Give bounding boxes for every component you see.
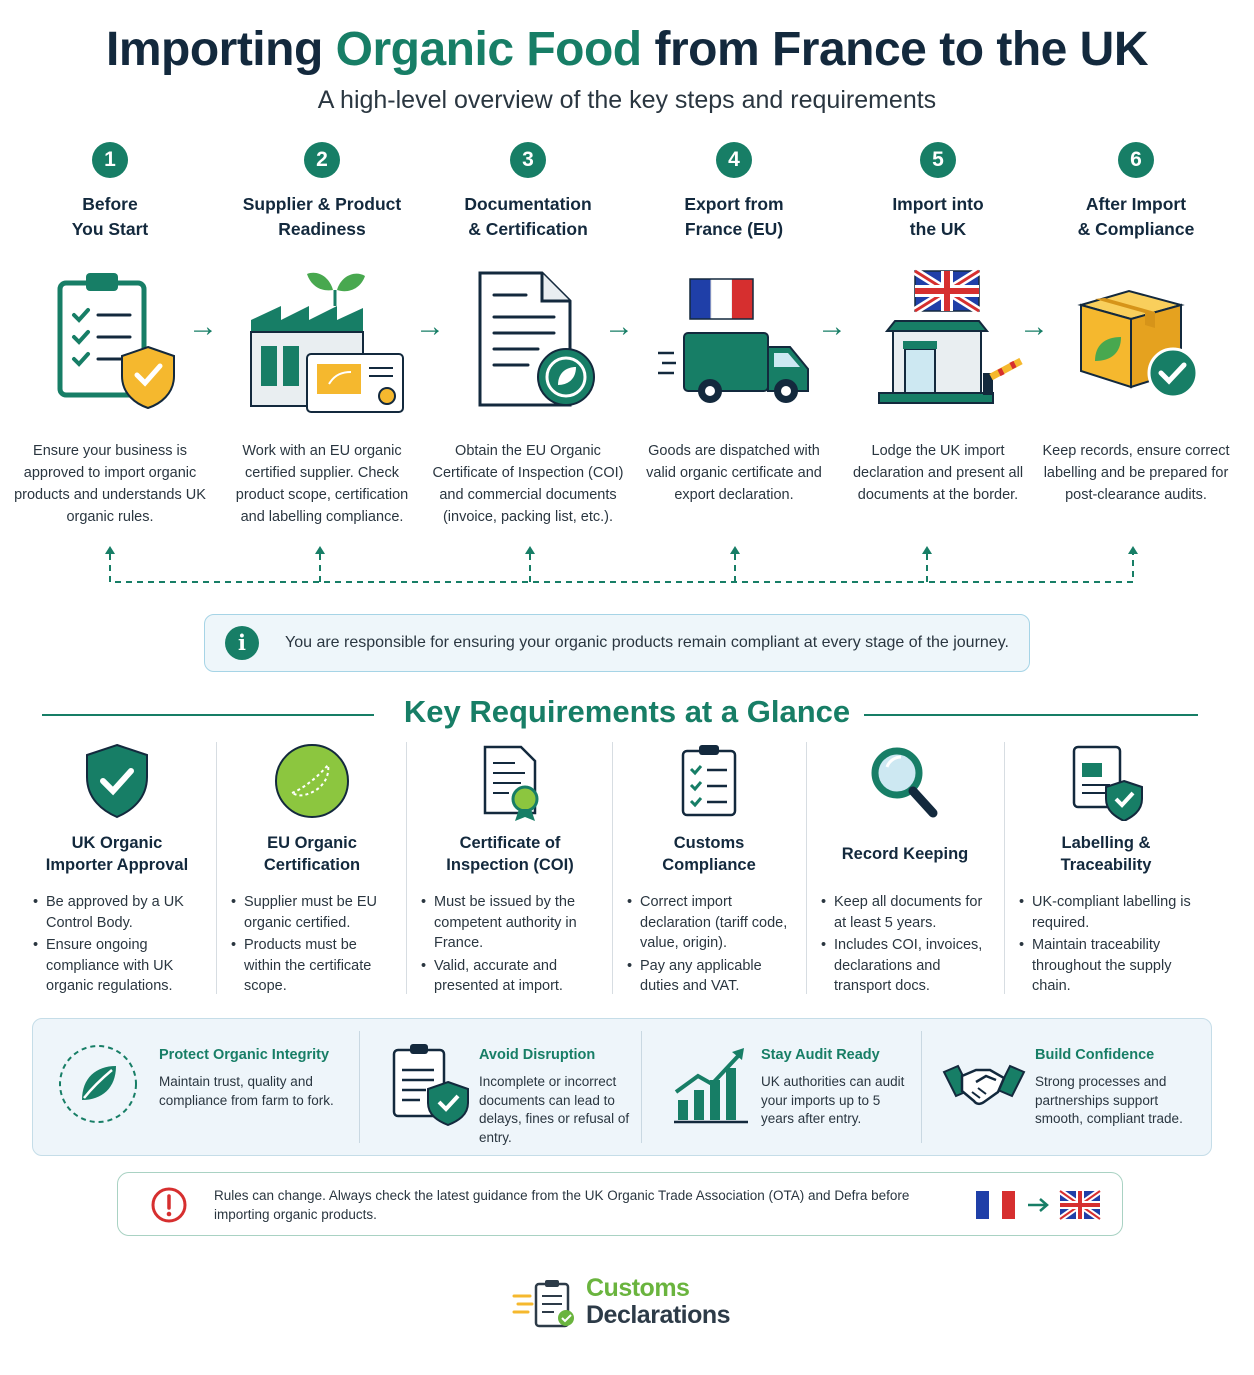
requirement-bullets <box>1010 892 1202 997</box>
benefit-description: Incomplete or incorrect documents can lead to delays, fines or refusal of entry. <box>479 1074 630 1145</box>
step-1 <box>10 142 210 528</box>
shield-check-icon <box>24 738 210 824</box>
truck-france-flag-icon <box>634 260 834 420</box>
requirement-title <box>24 824 210 884</box>
step-4 <box>634 142 834 506</box>
step-number: 2 <box>304 142 340 178</box>
logo-clipboard-icon <box>512 1278 582 1335</box>
requirement-bullets <box>24 892 210 997</box>
requirement-title-line1: Labelling & <box>1061 834 1151 852</box>
list-item: • Valid, accurate and presented at import. <box>434 956 600 997</box>
page-title <box>0 22 1254 77</box>
key-requirements-heading: Key Requirements at a Glance <box>403 694 851 729</box>
benefit-description: Maintain trust, quality and compliance from farm to fork. <box>159 1074 334 1108</box>
leaf-circle-icon <box>53 1039 143 1129</box>
growth-chart-icon <box>667 1039 757 1129</box>
benefit-title: Avoid Disruption <box>479 1047 596 1063</box>
step-2 <box>222 142 422 528</box>
step-number: 1 <box>92 142 128 178</box>
column-divider <box>359 1031 360 1143</box>
box-check-icon <box>1036 260 1236 420</box>
step-number: 6 <box>1118 142 1154 178</box>
list-item: • Must be issued by the competent authority in France. <box>434 892 600 954</box>
step-title <box>1036 192 1236 244</box>
step-title-line1: Export from <box>684 194 784 214</box>
requirement-bullets <box>812 892 998 997</box>
requirement-title-line2: Traceability <box>1060 856 1152 874</box>
certificate-ribbon-icon <box>412 738 608 824</box>
requirement-title-line2: Certification <box>263 856 361 874</box>
step-3 <box>428 142 628 528</box>
arrow-right-icon: → <box>604 310 634 343</box>
step-title-line2: Readiness <box>278 219 366 239</box>
requirement-bullets <box>412 892 608 997</box>
arrow-right-icon: → <box>1019 310 1049 343</box>
step-title <box>634 192 834 244</box>
logo-text-line1: Customs <box>586 1274 690 1302</box>
title-part-2: from France to the UK <box>641 23 1149 76</box>
benefit-avoid-disruption <box>385 1039 655 1145</box>
benefits-panel <box>32 1018 1212 1156</box>
requirement-title-line1: EU Organic <box>267 834 357 852</box>
uk-flag-icon <box>1060 1191 1100 1219</box>
column-divider <box>806 742 807 994</box>
arrow-right-icon: → <box>817 310 847 343</box>
handshake-icon <box>939 1039 1029 1129</box>
step-5 <box>838 142 1038 506</box>
requirement-bullets <box>618 892 800 997</box>
notice-text: You are responsible for ensuring your organic products remain compliant at every stage of the journey. <box>285 634 1009 651</box>
benefit-stay-audit-ready <box>667 1039 937 1139</box>
document-leaf-badge-icon <box>428 260 628 420</box>
document-shield-icon <box>385 1039 475 1129</box>
step-description: Goods are dispatched with valid organic certificate and export declaration. <box>646 443 822 503</box>
requirement-title-line2: Inspection (COI) <box>446 856 574 874</box>
eu-organic-leaf-icon <box>222 738 402 824</box>
requirement-eu-organic-certification <box>222 738 402 996</box>
column-divider <box>406 742 407 994</box>
benefit-protect-organic-integrity <box>53 1039 353 1139</box>
requirement-title-line1: UK Organic <box>71 834 163 852</box>
step-description: Lodge the UK import declaration and present all documents at the border. <box>852 443 1024 503</box>
responsibility-notice <box>204 614 1030 672</box>
customs-border-uk-flag-icon <box>838 260 1038 420</box>
step-title-line2: & Certification <box>468 219 588 239</box>
step-description: Work with an EU organic certified supplier. Check product scope, certification and labelling compliance. <box>235 443 409 525</box>
label-shield-icon <box>1010 738 1202 824</box>
factory-certificate-icon <box>222 260 422 420</box>
requirement-labelling-traceability <box>1010 738 1202 996</box>
step-title-line1: Supplier & Product <box>242 194 402 214</box>
step-number: 5 <box>920 142 956 178</box>
step-6 <box>1036 142 1236 506</box>
requirement-title <box>618 824 800 884</box>
step-description: Ensure your business is approved to import organic products and understands UK organic rules. <box>14 443 206 525</box>
list-item: • Includes COI, invoices, declarations and transport docs. <box>834 935 990 997</box>
column-divider <box>216 742 217 994</box>
step-title-line1: Import into <box>892 194 984 214</box>
requirement-uk-importer-approval <box>24 738 210 996</box>
clipboard-shield-icon <box>10 260 210 420</box>
step-title-line1: After Import <box>1085 194 1187 214</box>
benefit-title: Build Confidence <box>1035 1047 1155 1063</box>
step-number: 3 <box>510 142 546 178</box>
requirement-title-line2: Importer Approval <box>45 856 189 874</box>
step-title <box>222 192 422 244</box>
step-description: Obtain the EU Organic Certificate of Inspection (COI) and commercial documents (invoice, packing list, etc.). <box>432 443 624 525</box>
title-part-1: Importing <box>105 23 336 76</box>
benefit-description: Strong processes and partnerships support smooth, compliant trade. <box>1035 1074 1183 1126</box>
column-divider <box>921 1031 922 1143</box>
info-icon: i <box>225 626 259 660</box>
benefit-title: Protect Organic Integrity <box>159 1047 330 1063</box>
customs-declarations-logo <box>512 1272 772 1332</box>
warning-text: Rules can change. Always check the latest guidance from the UK Organic Trade Association (OTA) and Defra before importing organic products. <box>214 1188 910 1222</box>
list-item: • Pay any applicable duties and VAT. <box>640 956 792 997</box>
benefit-description: UK authorities can audit your imports up to 5 years after entry. <box>761 1074 905 1126</box>
column-divider <box>612 742 613 994</box>
logo-text-line2: Declarations <box>586 1301 731 1329</box>
benefit-title: Stay Audit Ready <box>761 1047 880 1063</box>
arrow-right-icon: → <box>188 310 218 343</box>
requirement-title <box>812 824 998 884</box>
requirement-title-line1: Certificate of <box>459 834 561 852</box>
requirement-title <box>222 824 402 884</box>
step-title <box>10 192 210 244</box>
list-item: • Supplier must be EU organic certified. <box>244 892 394 933</box>
france-to-uk-flags <box>974 1189 1104 1226</box>
list-item: • UK-compliant labelling is required. <box>1032 892 1194 933</box>
column-divider <box>641 1031 642 1143</box>
requirement-customs-compliance <box>618 738 800 996</box>
step-title-line2: the UK <box>909 219 967 239</box>
step-title-line1: Before <box>82 194 138 214</box>
step-title <box>428 192 628 244</box>
arrow-right-icon <box>1028 1199 1047 1211</box>
requirement-title-line1: Customs <box>673 834 745 852</box>
step-title-line2: & Compliance <box>1077 219 1195 239</box>
list-item: • Be approved by a UK Control Body. <box>46 892 202 933</box>
step-title-line1: Documentation <box>464 194 592 214</box>
step-title-line2: You Start <box>71 219 149 239</box>
page-subtitle: A high-level overview of the key steps and requirements <box>317 86 937 114</box>
requirement-record-keeping <box>812 738 998 996</box>
step-title-line2: France (EU) <box>684 219 784 239</box>
step-number: 4 <box>716 142 752 178</box>
france-flag-icon <box>976 1191 1015 1219</box>
guidance-warning <box>117 1172 1123 1236</box>
step-description: Keep records, ensure correct labelling and be prepared for post-clearance audits. <box>1042 443 1230 503</box>
requirement-title <box>1010 824 1202 884</box>
magnifying-glass-icon <box>812 738 998 824</box>
title-accent: Organic Food <box>335 23 642 76</box>
list-item: • Correct import declaration (tariff code, value, origin). <box>640 892 792 954</box>
step-title <box>838 192 1038 244</box>
list-item: • Ensure ongoing compliance with UK organic regulations. <box>46 935 202 997</box>
list-item: • Keep all documents for at least 5 years. <box>834 892 990 933</box>
list-item: • Maintain traceability throughout the supply chain. <box>1032 935 1194 997</box>
requirement-title-line1: Record Keeping <box>841 845 969 863</box>
list-item: • Products must be within the certificate scope. <box>244 935 394 997</box>
requirement-title-line2: Compliance <box>662 856 756 874</box>
benefit-build-confidence <box>939 1039 1203 1139</box>
alert-exclamation-icon <box>150 1186 188 1229</box>
checklist-clipboard-icon <box>618 738 800 824</box>
requirement-certificate-of-inspection <box>412 738 608 996</box>
requirement-bullets <box>222 892 402 997</box>
column-divider <box>1004 742 1005 994</box>
arrow-right-icon: → <box>415 310 445 343</box>
dashed-connector-lines <box>0 540 1254 590</box>
requirement-title <box>412 824 608 884</box>
